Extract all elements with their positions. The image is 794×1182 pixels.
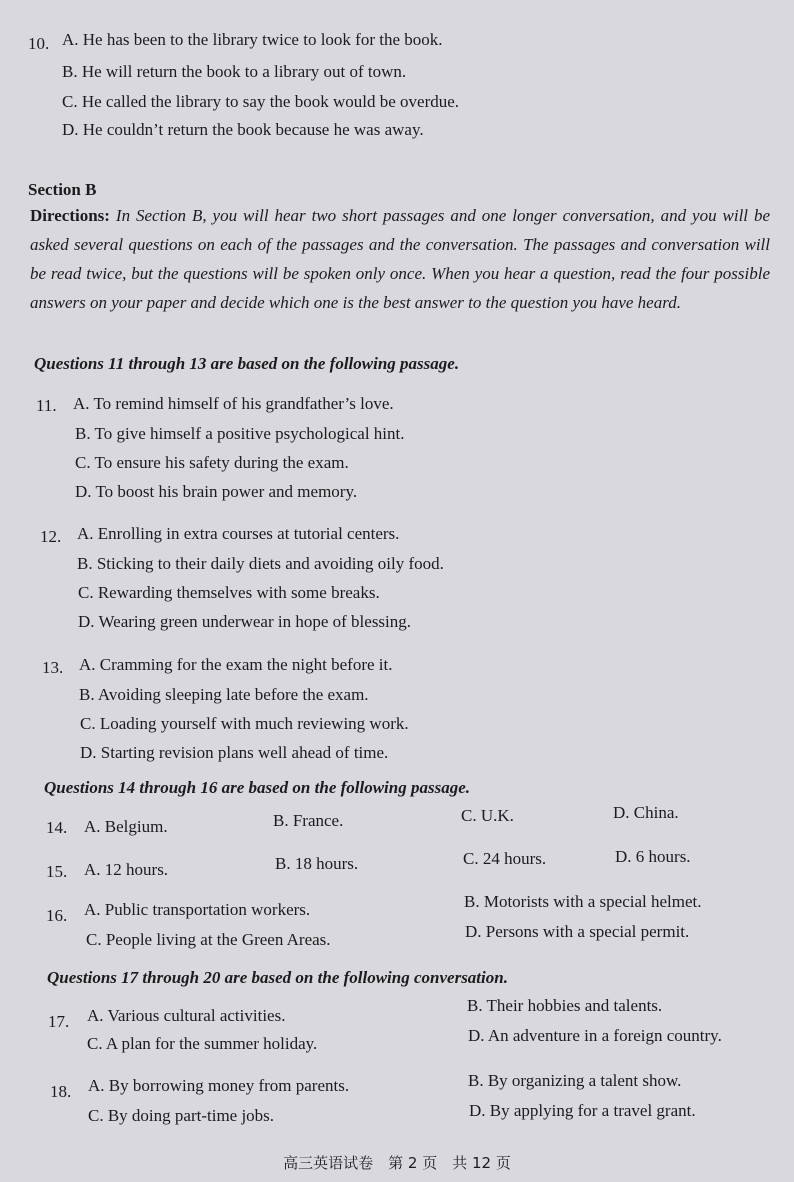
directions <box>30 201 770 317</box>
q17-option-a: A. Various cultural activities. <box>87 1006 286 1025</box>
q15-option-b: B. 18 hours. <box>275 854 359 873</box>
q16-number: 16. <box>46 906 68 925</box>
q13-option-c: C. Loading yourself with much reviewing work. <box>80 714 409 733</box>
q10-option-a: A. He has been to the library twice to look for the book. <box>62 30 443 49</box>
q12-option-c: C. Rewarding themselves with some breaks. <box>78 583 380 602</box>
q13-option-d: D. Starting revision plans well ahead of time. <box>80 743 389 762</box>
q11-number: 11. <box>36 396 57 415</box>
q11-option-b: B. To give himself a positive psychological hint. <box>75 424 405 443</box>
q12-option-b: B. Sticking to their daily diets and avoiding oily food. <box>77 554 444 573</box>
directions-text: In Section B, you will hear two short passages and one longer conversation, and you will be asked several questions on each of the passages and the conversation. The passages and conversation will be read twice, but the questions will be spoken only once. When you hear a question, read the four possible answers on your paper and decide which one is the best answer to the question you have heard. <box>30 206 770 312</box>
q18-option-a: A. By borrowing money from parents. <box>88 1076 350 1095</box>
q16-option-d: D. Persons with a special permit. <box>465 922 690 941</box>
q11-option-d: D. To boost his brain power and memory. <box>75 482 358 501</box>
q14-number: 14. <box>46 818 68 837</box>
q13-number: 13. <box>42 658 64 677</box>
q18-number: 18. <box>50 1082 72 1101</box>
q10-option-b: B. He will return the book to a library out of town. <box>62 62 407 81</box>
q17-option-b: B. Their hobbies and talents. <box>467 996 663 1015</box>
group3-heading: Questions 17 through 20 are based on the following conversation. <box>47 968 508 987</box>
q10-option-c: C. He called the library to say the book would be overdue. <box>62 92 460 111</box>
q14-option-d: D. China. <box>613 803 679 822</box>
group2-heading: Questions 14 through 16 are based on the following passage. <box>44 778 471 797</box>
q13-option-b: B. Avoiding sleeping late before the exam. <box>79 685 369 704</box>
section-title: Section B <box>28 180 97 199</box>
page-footer: 高三英语试卷 第 2 页 共 12 页 <box>283 1154 511 1172</box>
q13-option-a: A. Cramming for the exam the night before it. <box>79 655 393 674</box>
q15-option-a: A. 12 hours. <box>84 860 169 879</box>
q10-number: 10. <box>28 34 50 53</box>
directions-label: Directions: <box>30 206 110 225</box>
q17-option-d: D. An adventure in a foreign country. <box>468 1026 722 1045</box>
q10-option-d: D. He couldn’t return the book because he was away. <box>62 120 424 139</box>
q12-option-d: D. Wearing green underwear in hope of blessing. <box>78 612 412 631</box>
q18-option-b: B. By organizing a talent show. <box>468 1071 682 1090</box>
q12-number: 12. <box>40 527 62 546</box>
q18-option-c: C. By doing part-time jobs. <box>88 1106 275 1125</box>
q16-option-a: A. Public transportation workers. <box>84 900 311 919</box>
q17-option-c: C. A plan for the summer holiday. <box>87 1034 318 1053</box>
group1-heading: Questions 11 through 13 are based on the following passage. <box>34 354 460 373</box>
q14-option-a: A. Belgium. <box>84 817 168 836</box>
q11-option-c: C. To ensure his safety during the exam. <box>75 453 349 472</box>
q16-option-c: C. People living at the Green Areas. <box>86 930 331 949</box>
q15-option-c: C. 24 hours. <box>463 849 547 868</box>
q16-option-b: B. Motorists with a special helmet. <box>464 892 702 911</box>
q15-option-d: D. 6 hours. <box>615 847 691 866</box>
q14-option-c: C. U.K. <box>461 806 514 825</box>
q14-option-b: B. France. <box>273 811 344 830</box>
q17-number: 17. <box>48 1012 70 1031</box>
q11-option-a: A. To remind himself of his grandfather’s love. <box>73 394 394 413</box>
q12-option-a: A. Enrolling in extra courses at tutorial centers. <box>77 524 400 543</box>
q15-number: 15. <box>46 862 68 881</box>
q18-option-d: D. By applying for a travel grant. <box>469 1101 696 1120</box>
